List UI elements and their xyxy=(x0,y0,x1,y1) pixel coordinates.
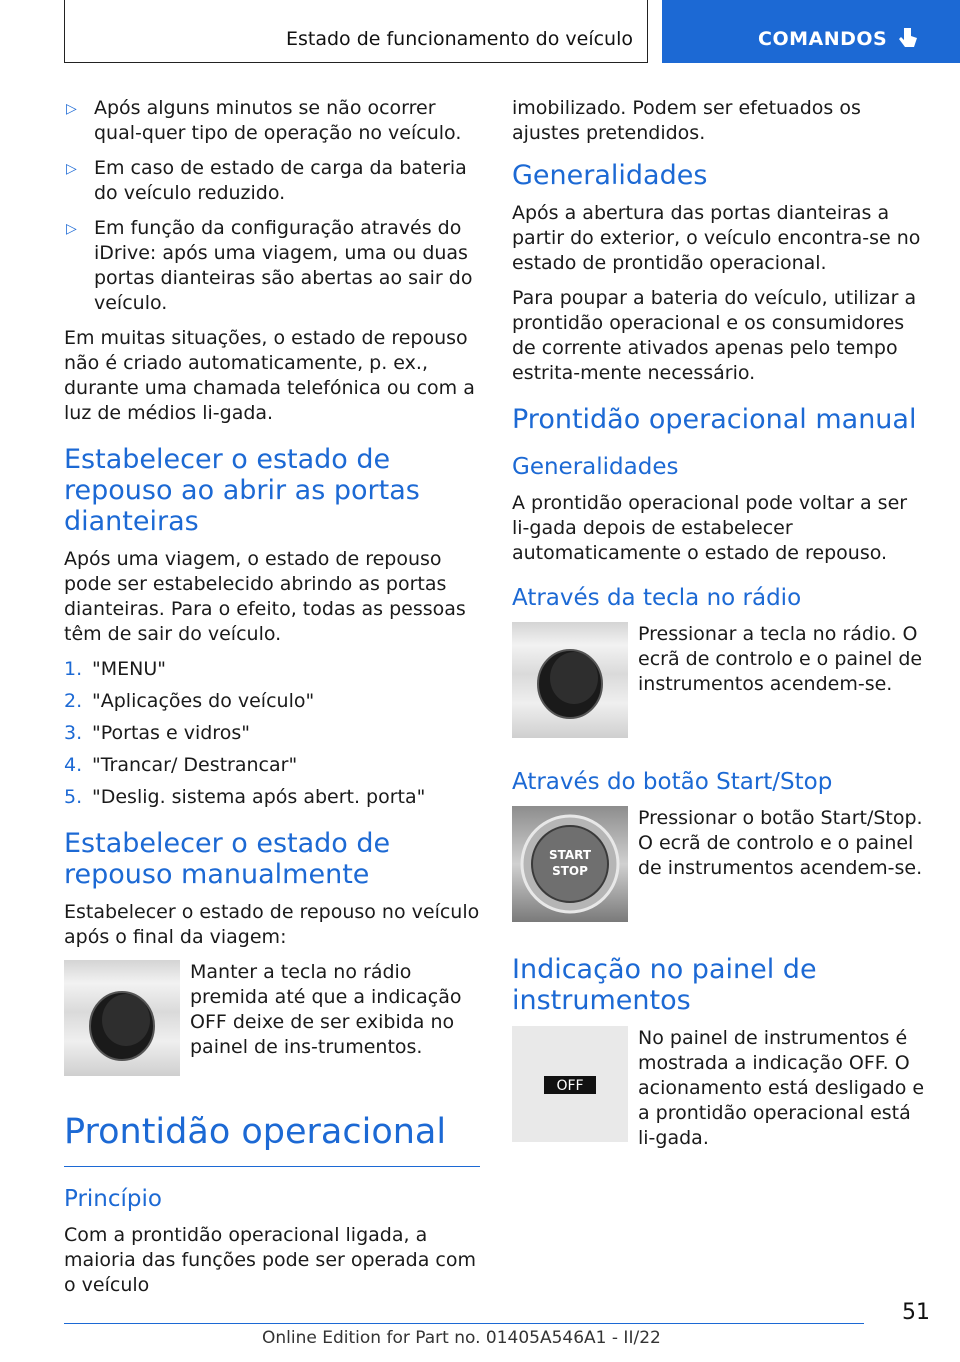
header-section-title: Estado de funcionamento do veículo xyxy=(285,28,633,50)
paragraph: Após uma viagem, o estado de repouso pode ser estabelecido abrindo as portas dianteiras. Para o efeito, todas as pessoas têm de sair do veículo. xyxy=(64,548,466,645)
paragraph: Em muitas situações, o estado de repouso não é criado automaticamente, p. ex., durante uma chamada telefónica ou com a luz de médios li-gada. xyxy=(64,327,475,424)
step-item: 4. "Trancar/ Destrancar" xyxy=(64,754,298,776)
step-item: 1. "MENU" xyxy=(64,658,166,680)
header-chapter-tab xyxy=(662,0,960,63)
triangle-bullet-icon: ▷ xyxy=(66,221,77,237)
image-caption: No painel de instrumentos é mostrada a indicação OFF. O acionamento está desligado e a prontidão operacional está li-gada. xyxy=(638,1027,925,1149)
step-item: 2. "Aplicações do veículo" xyxy=(64,690,315,712)
start-stop-button-image xyxy=(512,806,628,922)
step-item: 5. "Deslig. sistema após abert. porta" xyxy=(64,786,426,808)
right-column xyxy=(512,96,928,1161)
radio-knob-image xyxy=(64,960,180,1076)
list-item: ▷ Em caso de estado de carga da bateria do veículo reduzido. xyxy=(66,157,467,204)
heading-general-2: Generalidades xyxy=(512,454,679,480)
image-text-block xyxy=(512,622,928,740)
off-label: OFF xyxy=(556,1078,584,1094)
header-chapter-title: COMANDOS xyxy=(758,28,888,50)
hand-pointer-icon xyxy=(896,26,920,54)
step-item: 3. "Portas e vidros" xyxy=(64,722,250,744)
stop-label: STOP xyxy=(552,864,588,878)
list-item: ▷ Em função da configuração através do iDrive: após uma viagem, uma ou duas portas dianteiras são abertas ao sair do veículo. xyxy=(66,217,473,314)
footer-edition: Online Edition for Part no. 01405A546A1 - II/22 xyxy=(262,1328,661,1348)
heading-open-doors: Estabelecer o estado de repouso ao abrir as portas dianteiras xyxy=(64,444,420,537)
heading-start-stop: Através do botão Start/Stop xyxy=(512,769,833,795)
list-item: ▷ Após alguns minutos se não ocorrer qual-quer tipo de operação no veículo. xyxy=(66,97,462,144)
radio-knob-image xyxy=(512,622,628,738)
left-column xyxy=(64,96,480,1308)
paragraph: imobilizado. Podem ser efetuados os ajustes pretendidos. xyxy=(512,97,861,144)
paragraph: Para poupar a bateria do veículo, utilizar a prontidão operacional e os consumidores de corrente ativados apenas pelo tempo estrita-mente necessário. xyxy=(512,287,917,384)
paragraph: Após a abertura das portas dianteiras a partir do exterior, o veículo encontra-se no estado de prontidão operacional. xyxy=(512,202,921,274)
heading-general: Generalidades xyxy=(512,160,708,191)
heading-radio-key: Através da tecla no rádio xyxy=(512,585,802,611)
page-number: 51 xyxy=(902,1300,930,1325)
image-text-block xyxy=(64,960,480,1078)
triangle-bullet-icon: ▷ xyxy=(66,101,77,117)
heading-ready: Prontidão operacional xyxy=(64,1112,480,1167)
image-caption: Pressionar o botão Start/Stop. O ecrã de controlo e o painel de instrumentos acendem-se. xyxy=(638,807,923,879)
image-text-block xyxy=(512,1026,928,1151)
heading-manual-rest: Estabelecer o estado de repouso manualmente xyxy=(64,828,391,890)
image-caption: Manter a tecla no rádio premida até que a indicação OFF deixe de ser exibida no painel de ins-trumentos. xyxy=(190,961,462,1058)
start-label: START xyxy=(548,848,592,862)
image-caption: Pressionar a tecla no rádio. O ecrã de controlo e o painel de instrumentos acendem-se. xyxy=(638,623,923,695)
paragraph: Estabelecer o estado de repouso no veículo após o final da viagem: xyxy=(64,901,480,948)
header-section-box xyxy=(64,0,648,63)
heading-principle: Princípio xyxy=(64,1186,162,1212)
paragraph: A prontidão operacional pode voltar a ser li-gada depois de estabelecer automaticamente o estado de repouso. xyxy=(512,492,908,564)
footer-divider xyxy=(64,1323,864,1324)
off-indicator-image xyxy=(512,1026,628,1142)
steps-list xyxy=(64,657,480,810)
heading-manual-ready: Prontidão operacional manual xyxy=(512,404,917,435)
image-text-block xyxy=(512,806,928,924)
paragraph: Com a prontidão operacional ligada, a maioria das funções pode ser operada com o veículo xyxy=(64,1224,477,1296)
triangle-bullet-icon: ▷ xyxy=(66,161,77,177)
heading-instrument-display: Indicação no painel de instrumentos xyxy=(512,954,817,1016)
